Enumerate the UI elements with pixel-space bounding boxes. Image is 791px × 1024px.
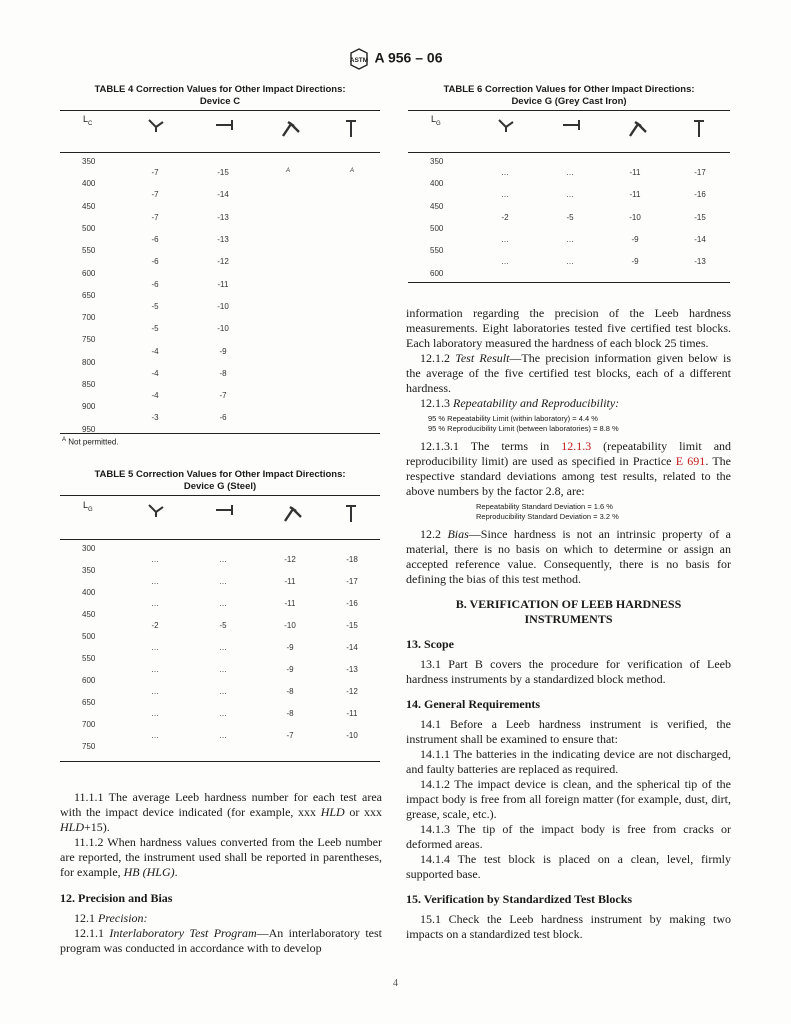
- table-load-label: 550: [82, 654, 96, 663]
- table-cell: -7: [151, 190, 159, 200]
- table-cell: -15: [217, 168, 229, 178]
- impact-up-angled-icon: [282, 503, 304, 528]
- table4-caption: TABLE 4 Correction Values for Other Impact Directions: Device C: [94, 84, 346, 107]
- table-cell: …: [151, 643, 159, 652]
- para-14-1: 14.1 Before a Leeb hardness instrument is verified, the instrument shall be examined to ensure that:: [406, 717, 731, 746]
- table-cell: -10: [629, 212, 641, 222]
- table-load-label: 600: [430, 268, 444, 278]
- table-cell: …: [501, 168, 509, 178]
- table-cell: -12: [284, 555, 296, 564]
- table6-lg-header: $L_G$: [431, 114, 441, 127]
- table-cell: …: [151, 731, 159, 740]
- left-column-text: [60, 790, 382, 956]
- table-load-label: 400: [82, 179, 96, 189]
- table-cell: -16: [694, 190, 706, 200]
- table5-caption: TABLE 5 Correction Values for Other Impact Directions: Device G (Steel): [94, 469, 346, 492]
- table-cell: -7: [286, 731, 294, 740]
- document-title: A 956 – 06: [374, 49, 443, 66]
- table-cell: -9: [631, 235, 639, 245]
- table-load-label: 850: [82, 380, 96, 389]
- table-cell: …: [151, 687, 159, 696]
- part-b-heading: B. VERIFICATION OF LEEB HARDNESS INSTRUMENTS: [455, 597, 682, 626]
- table-cell: -11: [217, 279, 229, 289]
- table-cell: -5: [219, 621, 227, 630]
- table-cell: -11: [629, 190, 641, 200]
- para-14-1-2: 14.1.2 The impact device is clean, and the spherical tip of the impact body is free from all foreign matter (for example, dust, dirt, grease, scale, etc.).: [406, 777, 731, 821]
- para-12-1-3: 12.1.3 Repeatability and Reproducibility:: [420, 396, 620, 410]
- table-load-label: 450: [82, 610, 96, 619]
- table-load-label: 500: [430, 223, 444, 233]
- table6-top-rule: [408, 110, 730, 111]
- table-cell: -6: [219, 413, 227, 423]
- table-cell: -2: [151, 621, 159, 630]
- table-load-label: 400: [82, 588, 96, 597]
- table-cell: …: [151, 665, 159, 674]
- page-number: 4: [393, 978, 398, 989]
- table-cell: -6: [151, 257, 159, 267]
- para-12-1-2: 12.1.2 Test Result—The precision information given below is the average of the five certified test blocks, each of a different hardness.: [406, 351, 731, 395]
- section-15-heading: 15. Verification by Standardized Test Blocks: [406, 892, 633, 906]
- para-14-1-3: 14.1.3 The tip of the impact body is free from cracks or deformed areas.: [406, 822, 731, 851]
- table-cell: -4: [151, 391, 159, 401]
- table-cell: -9: [219, 346, 227, 356]
- table-cell: -7: [219, 391, 227, 401]
- table-cell: …: [219, 731, 227, 740]
- table-cell: -10: [217, 301, 229, 311]
- impact-horizontal-icon: [215, 503, 237, 522]
- table-cell: -11: [284, 599, 296, 608]
- table-cell: -13: [217, 235, 229, 245]
- para-12-2: 12.2 Bias—Since hardness is not an intrinsic property of a material, there is no basis on which to determine or assign an accepted reference value. Consequently, there is no basis for defining the bias of this test method.: [406, 527, 731, 586]
- table-cell: …: [219, 599, 227, 608]
- table-load-label: 450: [430, 201, 444, 211]
- table-cell: …: [219, 709, 227, 718]
- table-cell: -14: [694, 235, 706, 245]
- table-cell: -10: [346, 731, 358, 740]
- table-cell: -7: [151, 212, 159, 222]
- table5-header-rule: [60, 539, 380, 540]
- impact-vertical-up-icon: [344, 118, 358, 143]
- para-14-1-1: 14.1.1 The batteries in the indicating device are not discharged, and faulty batteries are replaced as required.: [406, 747, 731, 776]
- right-column-text: [406, 306, 731, 942]
- impact-vertical-up-icon: [344, 503, 358, 528]
- table-cell: -11: [284, 577, 296, 586]
- table-cell: -7: [151, 168, 159, 178]
- table-cell: -14: [346, 643, 358, 652]
- table-cell: -10: [217, 324, 229, 334]
- table-cell: -4: [151, 368, 159, 378]
- table-cell: -13: [694, 257, 706, 267]
- table-cell: …: [219, 687, 227, 696]
- table-cell: -10: [284, 621, 296, 630]
- table-cell: …: [566, 190, 574, 200]
- repeatability-limits: 95 % Repeatability Limit (within laboratory) = 4.4 % 95 % Reproducibility Limit (between laboratories) = 8.8 %: [428, 414, 619, 433]
- table-load-label: 700: [82, 720, 96, 729]
- para-12-1-1: 12.1.1 Interlaboratory Test Program—An interlaboratory test program was conducted in accordance with to develop: [60, 926, 383, 955]
- impact-up-angled-icon: [280, 118, 302, 143]
- table-load-label: 350: [82, 157, 96, 166]
- table-load-label: 450: [82, 201, 96, 211]
- impact-down-angled-icon: [147, 118, 165, 139]
- para-11-1-1: 11.1.1 The average Leeb hardness number for each test area with the impact device indicated (for example, xxx HLD or xxx HLD+15).: [60, 790, 382, 834]
- table-cell: -11: [346, 709, 358, 718]
- table5-top-rule: [60, 495, 380, 496]
- table-cell: -17: [694, 168, 706, 178]
- astm-logo-icon: [349, 48, 369, 70]
- table-load-label: 750: [82, 335, 96, 345]
- table-cell: -8: [286, 709, 294, 718]
- table-cell: -9: [286, 665, 294, 674]
- table-cell: …: [501, 235, 509, 245]
- table-cell: -16: [346, 599, 358, 608]
- table-load-label: 700: [82, 313, 96, 323]
- para-12-1-1-cont: information regarding the precision of the Leeb hardness measurements. Eight laboratories tested five certified test blocks. Each laboratory measured the hardness of each block 25 times.: [406, 306, 731, 350]
- table-cell: A: [349, 168, 354, 175]
- table-load-label: 500: [82, 632, 96, 641]
- table5-lg-header: $L_G$: [83, 500, 93, 513]
- table-cell: …: [566, 257, 574, 267]
- table-cell: -4: [151, 346, 159, 356]
- table-cell: …: [151, 555, 159, 564]
- para-14-1-4: 14.1.4 The test block is placed on a clean, level, firmly supported base.: [406, 852, 731, 881]
- table-cell: -12: [346, 687, 358, 696]
- table4-header-rule: [60, 152, 380, 153]
- table-load-label: 550: [82, 246, 96, 256]
- table-cell: …: [151, 709, 159, 718]
- table-load-label: 300: [82, 544, 96, 553]
- table-cell: …: [219, 665, 227, 674]
- table4-lg-header: $L_C$: [83, 114, 93, 127]
- impact-horizontal-icon: [562, 118, 584, 137]
- table-cell: -15: [346, 621, 358, 630]
- section-13-heading: 13. Scope: [406, 637, 454, 651]
- table-load-label: 400: [430, 179, 444, 189]
- para-13-1: 13.1 Part B covers the procedure for verification of Leeb hardness instruments by a standardized block method.: [406, 657, 731, 686]
- table-cell: …: [219, 577, 227, 586]
- table-cell: -14: [217, 190, 229, 200]
- para-12-1-3-1: 12.1.3.1 The terms in 12.1.3 (repeatability limit and reproducibility limit) are used as specified in Practice E 691. The respective standard deviations among test results, related to the above numbers by the factor 2.8, are:: [406, 439, 732, 498]
- table6-header-rule: [408, 152, 730, 153]
- section-14-heading: 14. General Requirements: [406, 697, 541, 711]
- table-load-label: 600: [82, 676, 96, 685]
- table-cell: -8: [219, 368, 227, 378]
- para-12-1: 12.1 Precision:: [74, 911, 148, 925]
- table-load-label: 550: [430, 246, 444, 256]
- table-cell: -13: [346, 665, 358, 674]
- table-cell: …: [151, 599, 159, 608]
- impact-vertical-up-icon: [692, 118, 706, 143]
- table-cell: -8: [286, 687, 294, 696]
- para-15-1: 15.1 Check the Leeb hardness instrument by making two impacts on a standardized test block.: [406, 912, 731, 941]
- table-cell: -6: [151, 235, 159, 245]
- table-cell: …: [219, 643, 227, 652]
- table-cell: -9: [631, 257, 639, 267]
- table-cell: -17: [346, 577, 358, 586]
- table-cell: -5: [566, 212, 574, 222]
- impact-down-angled-icon: [497, 118, 515, 139]
- table-load-label: 900: [82, 402, 96, 412]
- table6-bottom-rule: [408, 282, 730, 283]
- table-cell: …: [151, 577, 159, 586]
- table-load-label: 350: [430, 157, 444, 166]
- table-load-label: 600: [82, 268, 96, 278]
- table-cell: -18: [346, 555, 358, 564]
- table-cell: -9: [286, 643, 294, 652]
- table-cell: …: [566, 235, 574, 245]
- ref-e691-link[interactable]: E 691: [675, 454, 706, 468]
- table-cell: -2: [501, 212, 509, 222]
- ref-12-1-3-link[interactable]: 12.1.3: [561, 439, 592, 453]
- table-cell: -15: [694, 212, 706, 222]
- impact-horizontal-icon: [215, 118, 237, 137]
- standard-deviations: Repeatability Standard Deviation = 1.6 % Reproducibility Standard Deviation = 3.2 %: [476, 502, 619, 521]
- para-11-1-2: 11.1.2 When hardness values converted from the Leeb number are reported, the instrument used shall be reported in parentheses, for example, HB (HLG).: [60, 835, 382, 879]
- table-load-label: 750: [82, 742, 96, 751]
- table4-bottom-rule: [60, 433, 380, 434]
- impact-down-angled-icon: [147, 503, 165, 524]
- table-cell: -6: [151, 279, 159, 289]
- table-load-label: 800: [82, 357, 96, 367]
- table-cell: -5: [151, 301, 159, 311]
- table4-footnote: $^A$ Not permitted.: [62, 437, 119, 447]
- svg-text:ASTM: ASTM: [349, 57, 368, 64]
- table-load-label: 650: [82, 290, 96, 300]
- table-cell: …: [501, 257, 509, 267]
- table-cell: -12: [217, 257, 229, 267]
- table-cell: A: [285, 168, 290, 175]
- impact-up-angled-icon: [627, 118, 649, 143]
- table-load-label: 650: [82, 698, 96, 707]
- table-load-label: 500: [82, 223, 96, 233]
- table-cell: -13: [217, 212, 229, 222]
- section-12-heading: 12. Precision and Bias: [60, 891, 173, 905]
- page-header: [0, 48, 791, 70]
- table-load-label: 350: [82, 566, 96, 575]
- table-load-label: 950: [82, 424, 96, 434]
- table-cell: -11: [629, 168, 641, 178]
- table-cell: -5: [151, 324, 159, 334]
- table-cell: -3: [151, 413, 159, 423]
- table4-top-rule: [60, 110, 380, 111]
- table-cell: …: [219, 555, 227, 564]
- table6-caption: TABLE 6 Correction Values for Other Impact Directions: Device G (Grey Cast Iron): [443, 84, 695, 107]
- table-cell: …: [566, 168, 574, 178]
- table-cell: …: [501, 190, 509, 200]
- table5-bottom-rule: [60, 761, 380, 762]
